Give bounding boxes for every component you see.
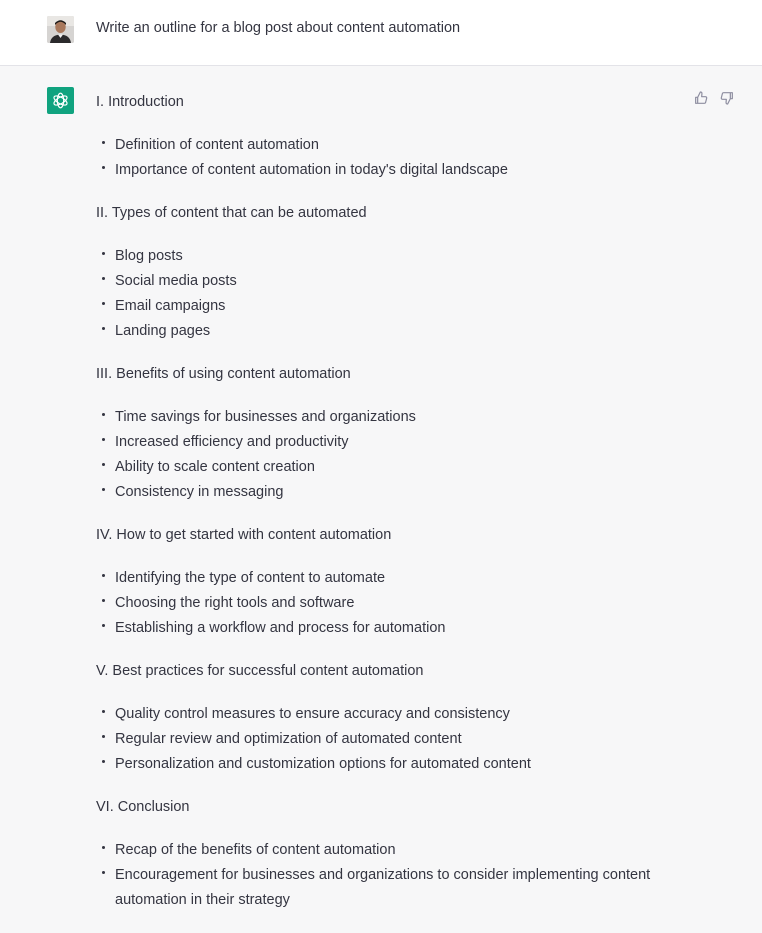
bullet-item: Social media posts (96, 269, 676, 294)
thumbs-down-button[interactable] (719, 90, 735, 106)
thumbs-down-icon (719, 90, 735, 106)
bullet-item: Encouragement for businesses and organizations to consider implementing content automation in their strategy (96, 863, 676, 913)
thumbs-up-icon (693, 90, 709, 106)
section-heading: I. Introduction (96, 94, 184, 110)
outline-section (96, 523, 676, 641)
bullet-item: Consistency in messaging (96, 480, 676, 505)
section-bullet-list (96, 702, 676, 777)
outline-section (96, 795, 676, 913)
bullet-item: Recap of the benefits of content automation (96, 838, 676, 863)
section-heading: III. Benefits of using content automation (96, 366, 351, 382)
bullet-item: Choosing the right tools and software (96, 591, 676, 616)
bullet-item: Ability to scale content creation (96, 455, 676, 480)
bullet-item: Definition of content automation (96, 133, 676, 158)
section-bullet-list (96, 838, 676, 913)
bullet-item: Blog posts (96, 244, 676, 269)
bullet-item: Identifying the type of content to automate (96, 566, 676, 591)
bullet-item: Regular review and optimization of automated content (96, 727, 676, 752)
outline-section (96, 90, 676, 183)
section-bullet-list (96, 133, 676, 183)
section-bullet-list (96, 405, 676, 505)
user-message-row (0, 0, 762, 66)
bullet-item: Increased efficiency and productivity (96, 430, 676, 455)
user-avatar (47, 16, 74, 43)
bullet-item: Personalization and customization options for automated content (96, 752, 676, 777)
user-photo-icon (47, 16, 74, 43)
bullet-item: Quality control measures to ensure accuracy and consistency (96, 702, 676, 727)
bullet-item: Landing pages (96, 319, 676, 344)
openai-logo-icon (51, 91, 70, 110)
section-bullet-list (96, 244, 676, 344)
outline-section (96, 362, 676, 505)
bullet-item: Email campaigns (96, 294, 676, 319)
bullet-item: Importance of content automation in today's digital landscape (96, 158, 676, 183)
section-heading: IV. How to get started with content automation (96, 527, 392, 543)
assistant-avatar (47, 87, 74, 114)
section-heading: VI. Conclusion (96, 799, 190, 815)
user-prompt-text: Write an outline for a blog post about content automation (96, 20, 461, 36)
thumbs-up-button[interactable] (693, 90, 709, 106)
section-heading: V. Best practices for successful content automation (96, 663, 424, 679)
bullet-item: Time savings for businesses and organizations (96, 405, 676, 430)
bullet-item: Establishing a workflow and process for automation (96, 616, 676, 641)
assistant-response-outline (96, 90, 676, 913)
outline-section (96, 659, 676, 777)
section-bullet-list (96, 566, 676, 641)
assistant-message-row (0, 66, 762, 933)
outline-section (96, 201, 676, 344)
section-heading: II. Types of content that can be automated (96, 205, 367, 221)
